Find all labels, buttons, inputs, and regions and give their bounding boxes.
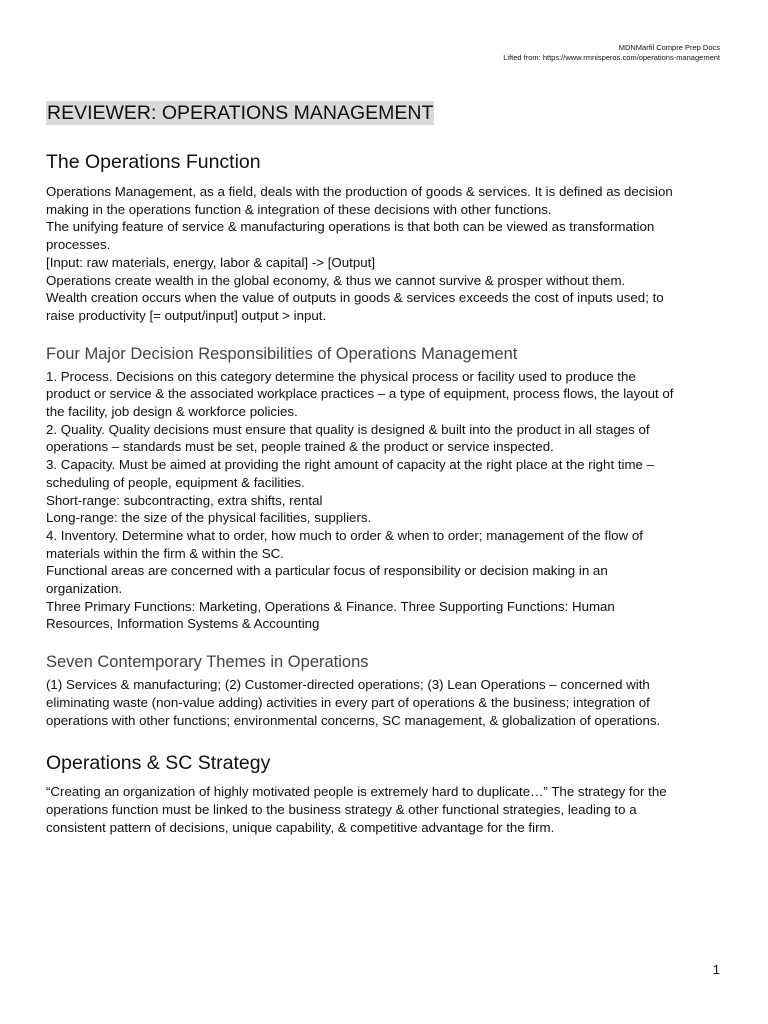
text-line: operations function must be linked to the business strategy & other functional strategies, leading to a (46, 801, 637, 817)
text-line: “Creating an organization of highly motivated people is extremely hard to duplicate…” The strategy for the (46, 784, 667, 800)
text-line: 3. Capacity. Must be aimed at providing the right amount of capacity at the right place at the right time – (46, 457, 655, 473)
text-line: Resources, Information Systems & Accounting (46, 616, 320, 632)
text-line: Functional areas are concerned with a particular focus of responsibility or decision making in an (46, 563, 608, 579)
section-heading-decision-responsibilities: Four Major Decision Responsibilities of Operations Management (46, 344, 518, 363)
text-line: Long-range: the size of the physical facilities, suppliers. (46, 510, 372, 526)
section-heading-contemporary-themes: Seven Contemporary Themes in Operations (46, 653, 369, 672)
text-line: raise productivity [= output/input] output > input. (46, 307, 327, 323)
text-line: materials within the firm & within the SC. (46, 545, 284, 561)
text-line: consistent pattern of decisions, unique capability, & competitive advantage for the firm. (46, 819, 555, 835)
section-contemporary-themes-text (46, 676, 726, 729)
section-heading-sc-strategy: Operations & SC Strategy (46, 752, 271, 775)
section-heading-operations-function: The Operations Function (46, 151, 261, 173)
source-line-1: MDNMarfil Compre Prep Docs (618, 43, 720, 52)
text-line: product or service & the associated workplace practices – a type of equipment, process flows, the layout of (46, 386, 674, 402)
text-line: The unifying feature of service & manufacturing operations is that both can be viewed as transformation (46, 219, 655, 235)
text-line: 4. Inventory. Determine what to order, how much to order & when to order; management of the flow of (46, 527, 643, 543)
section-decision-responsibilities-text (46, 368, 726, 634)
text-line: organization. (46, 581, 123, 597)
page-number: 1 (712, 962, 720, 977)
text-line: Wealth creation occurs when the value of outputs in goods & services exceeds the cost of inputs used; to (46, 290, 664, 306)
text-line: the facility, job design & workforce policies. (46, 404, 298, 420)
text-line: eliminating waste (non-value adding) activities in every part of operations & the business; integration of (46, 694, 650, 710)
text-line: (1) Services & manufacturing; (2) Customer-directed operations; (3) Lean Operations – concerned with (46, 677, 650, 693)
section-operations-function-text (46, 183, 726, 325)
section-sc-strategy-text (46, 783, 726, 836)
text-line: 2. Quality. Quality decisions must ensure that quality is designed & built into the product in all stages of (46, 421, 650, 437)
text-line: processes. (46, 237, 111, 253)
text-line: [Input: raw materials, energy, labor & capital] -> [Output] (46, 254, 376, 270)
document-source-header (503, 43, 720, 63)
text-line: operations – standards must be set, people trained & the product or service inspected. (46, 439, 554, 455)
document-body (46, 101, 726, 836)
text-line: operations with other functions; environmental concerns, SC management, & globalization of operations. (46, 712, 661, 728)
text-line: Short-range: subcontracting, extra shifts, rental (46, 492, 323, 508)
text-line: Three Primary Functions: Marketing, Operations & Finance. Three Supporting Functions: Human (46, 598, 615, 614)
text-line: 1. Process. Decisions on this category determine the physical process or facility used to produce the (46, 368, 636, 384)
source-line-2: Lifted from: https://www.rmnisperos.com/operations-management (503, 53, 720, 62)
text-line: scheduling of people, equipment & facilities. (46, 474, 305, 490)
text-line: making in the operations function & integration of these decisions with other functions. (46, 201, 552, 217)
text-line: Operations Management, as a field, deals with the production of goods & services. It is defined as decision (46, 184, 673, 199)
document-title: REVIEWER: OPERATIONS MANAGEMENT (47, 102, 434, 124)
text-line: Operations create wealth in the global economy, & thus we cannot survive & prosper without them. (46, 272, 626, 288)
